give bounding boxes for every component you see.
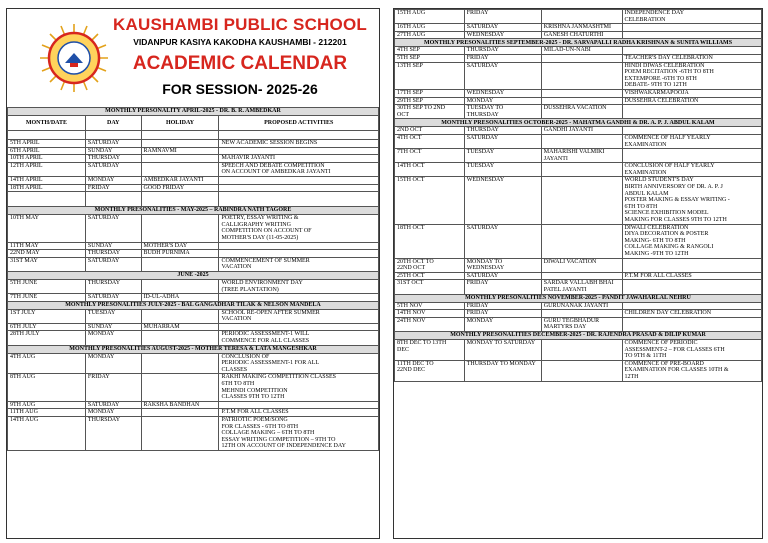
activity-cell: P.T.M FOR ALL CLASSES [622, 272, 761, 280]
date-cell: 31ST MAY [8, 257, 86, 271]
date-cell: 13TH SEP [395, 62, 465, 89]
holiday-cell [541, 134, 622, 148]
day-cell: TUESDAY TO THURSDAY [464, 105, 541, 119]
holiday-cell [141, 374, 219, 401]
table-row [395, 31, 762, 39]
activity-cell [622, 149, 761, 163]
section-header [8, 271, 379, 279]
date-cell: 20TH OCT TO 22ND OCT [395, 258, 465, 272]
section-header [395, 331, 762, 339]
date-cell: 4TH AUG [8, 353, 86, 374]
day-cell: SATURDAY [85, 140, 141, 148]
holiday-cell [541, 272, 622, 280]
holiday-cell: GURUNANAK JAYANTI [541, 302, 622, 310]
holiday-cell: RAKSHA BANDHAN [141, 401, 219, 409]
activity-cell [219, 294, 379, 302]
day-cell: FRIDAY [464, 10, 541, 24]
holiday-cell: GANESH CHATURTHI [541, 31, 622, 39]
activity-cell: WORLD STUDENT'S DAY BIRTH ANNIVERSORY OF DR. A. P. J ABDUL KALAM POSTER MAKING & ESSAY WRITING - 6TH TO 8TH SCIENCE EXHIBITION MODEL MAKING FOR CLASSES 9TH TO 12TH [622, 177, 761, 224]
activity-cell: CHILDREN DAY CELEBRATION [622, 310, 761, 318]
table-row [395, 149, 762, 163]
section-title: MONTHLY PRESONALITIES JULY-2025 - BAL GANGADHAR TILAK & NELSON MANDELA [8, 301, 379, 309]
day-cell: MONDAY [85, 353, 141, 374]
holiday-cell [541, 310, 622, 318]
date-cell: 5TH JUNE [8, 279, 86, 293]
school-name: KAUSHAMBI PUBLIC SCHOOL [113, 15, 367, 34]
table-row [395, 310, 762, 318]
table-row [395, 258, 762, 272]
table-row [8, 147, 379, 155]
day-cell: THURSDAY [464, 127, 541, 135]
day-cell: SATURDAY [85, 162, 141, 176]
date-cell: 5TH APRIL [8, 140, 86, 148]
column-header: PROPOSED ACTIVITIES [219, 116, 379, 131]
holiday-cell: ID-UL-ADHA [141, 294, 219, 302]
day-cell: MONDAY [464, 97, 541, 105]
session-label: FOR SESSION- 2025-26 [162, 81, 318, 97]
activity-cell [622, 47, 761, 55]
day-cell: FRIDAY [464, 280, 541, 294]
table-row [395, 127, 762, 135]
holiday-cell [541, 10, 622, 24]
activity-cell: PATRIOTIC POEM/SONG FOR CLASSES - 6TH TO 8TH COLLAGE MAKING – 6TH TO 8TH ESSAY WRITING COMPETITION – 9TH TO 12TH ON ACCOUNT OF INDEPENDENCE DAY [219, 417, 379, 451]
activity-cell: P.T.M FOR ALL CLASSES [219, 409, 379, 417]
day-cell: SATURDAY [464, 224, 541, 258]
section-title: MONTHLY PRESONALITIES SEPTEMBER-2025 - DR. SARVAPALLI RADHA KRISHNAN & SUNITA WILLIAMS [395, 39, 762, 47]
activity-cell: POETRY, ESSAY WRITING & CALLIGRAPHY WRITING COMPETITION ON ACCOUNT OF MOTHER'S DAY (11-05-2025) [219, 215, 379, 242]
table-row [395, 163, 762, 177]
day-cell: SUNDAY [85, 147, 141, 155]
date-cell: 28TH JULY [8, 331, 86, 345]
table-row [395, 89, 762, 97]
day-cell: SUNDAY [85, 242, 141, 250]
holiday-cell [541, 163, 622, 177]
section-title: MONTHLY PRESONALITIES NOVEMBER-2025 - PANDIT JAWAHARLAL NEHRU [395, 294, 762, 302]
holiday-cell: GANDHI JAYANTI [541, 127, 622, 135]
date-cell: 1ST JULY [8, 309, 86, 323]
day-cell: SATURDAY [464, 134, 541, 148]
holiday-cell: GOOD FRIDAY [141, 184, 219, 192]
table-row [8, 401, 379, 409]
day-cell: SUNDAY [85, 323, 141, 331]
section-header [8, 301, 379, 309]
date-cell: 4TH SEP [395, 47, 465, 55]
holiday-cell: MUHARRAM [141, 323, 219, 331]
day-cell: SATURDAY [85, 294, 141, 302]
table-row [395, 280, 762, 294]
date-cell: 6TH JULY [8, 323, 86, 331]
activity-cell [622, 280, 761, 294]
table-row [8, 257, 379, 271]
column-header: HOLIDAY [141, 116, 219, 131]
table-row [395, 24, 762, 32]
table-row [395, 97, 762, 105]
activity-cell [622, 24, 761, 32]
section-header [395, 294, 762, 302]
table-row [395, 10, 762, 24]
date-cell: 10TH APRIL [8, 155, 86, 163]
holiday-cell [541, 89, 622, 97]
section-header [395, 39, 762, 47]
table-row [395, 224, 762, 258]
date-cell: 18TH APRIL [8, 184, 86, 192]
date-cell: 17TH SEP [395, 89, 465, 97]
activity-cell [622, 302, 761, 310]
activity-cell [622, 105, 761, 119]
date-cell: 8TH DEC TO 13TH DEC [395, 339, 465, 360]
day-cell: SATURDAY [85, 257, 141, 271]
activity-cell: NEW ACADEMIC SESSION BEGINS [219, 140, 379, 148]
holiday-cell [541, 360, 622, 381]
table-row [8, 250, 379, 258]
holiday-cell [141, 309, 219, 323]
day-cell: THURSDAY [464, 47, 541, 55]
date-cell: 25TH OCT [395, 272, 465, 280]
day-cell: FRIDAY [85, 184, 141, 192]
section-header [8, 207, 379, 215]
activity-cell: INDEPENDENCE DAY CELEBRATION [622, 10, 761, 24]
calendar-title: ACADEMIC CALENDAR [132, 53, 348, 74]
day-cell: MONDAY [85, 176, 141, 184]
column-header: DAY [85, 116, 141, 131]
table-row [395, 177, 762, 224]
section-title: MONTHLY PRESONALITIES DECEMBER-2025 - DR. RAJENDRA PRASAD & DILIP KUMAR [395, 331, 762, 339]
holiday-cell [141, 417, 219, 451]
activity-cell: COMMENCE OF PERIODIC ASSESSMENT-2 – FOR CLASSES 6TH TO 9TH & 11TH [622, 339, 761, 360]
holiday-cell [141, 257, 219, 271]
table-row [8, 417, 379, 451]
table-row [395, 62, 762, 89]
day-cell: SATURDAY [464, 272, 541, 280]
table-row [8, 409, 379, 417]
date-cell: 11TH DEC TO 22ND DEC [395, 360, 465, 381]
date-cell: 30TH SEP TO 2ND OCT [395, 105, 465, 119]
date-cell: 16TH AUG [395, 24, 465, 32]
date-cell: 11TH MAY [8, 242, 86, 250]
holiday-cell [141, 353, 219, 374]
activity-cell [219, 242, 379, 250]
table-row [395, 302, 762, 310]
holiday-cell [541, 54, 622, 62]
table-row [8, 279, 379, 293]
holiday-cell [541, 177, 622, 224]
activity-cell: RAKHI MAKING COMPETITION CLASSES 6TH TO 8TH MEHNDI COMPETITION CLASSES 9TH TO 12TH [219, 374, 379, 401]
holiday-cell: MOTHER'S DAY [141, 242, 219, 250]
activity-cell: VISHWAKARMAPOOJA [622, 89, 761, 97]
date-cell: 29TH SEP [395, 97, 465, 105]
holiday-cell: DUSSEHRA VACATION [541, 105, 622, 119]
activity-cell: MAHAVIR JAYANTI [219, 155, 379, 163]
holiday-cell: KRISHNA JANMASHTMI [541, 24, 622, 32]
day-cell: FRIDAY [464, 54, 541, 62]
date-cell: 24TH NOV [395, 317, 465, 331]
spacer-row [8, 131, 379, 140]
activity-cell: COMMENCE OF PRE-BOARD EXAMINATION FOR CLASSES 10TH & 12TH [622, 360, 761, 381]
holiday-cell [541, 224, 622, 258]
table-row [8, 309, 379, 323]
day-cell: MONDAY TO WEDNESDAY [464, 258, 541, 272]
day-cell: THURSDAY [85, 155, 141, 163]
holiday-cell [141, 140, 219, 148]
activity-cell [622, 31, 761, 39]
day-cell: WEDNESDAY [464, 89, 541, 97]
day-cell: FRIDAY [85, 374, 141, 401]
table-row [395, 105, 762, 119]
table-row [395, 272, 762, 280]
date-cell: 14TH APRIL [8, 176, 86, 184]
holiday-cell [541, 339, 622, 360]
day-cell: SATURDAY [85, 215, 141, 242]
section-title: MONTHLY PRESONALITIES - MAY-2025 – RABINDRA NATH TAGORE [8, 207, 379, 215]
holiday-cell [541, 62, 622, 89]
activity-cell [622, 127, 761, 135]
table-row [8, 140, 379, 148]
date-cell: 6TH APRIL [8, 147, 86, 155]
day-cell: SATURDAY [464, 62, 541, 89]
activity-cell: WORLD ENVIRONMENT DAY (TREE PLANTATION) [219, 279, 379, 293]
date-cell: 10TH MAY [8, 215, 86, 242]
column-header: MONTH/DATE [8, 116, 86, 131]
day-cell: THURSDAY TO MONDAY [464, 360, 541, 381]
table-row [395, 317, 762, 331]
table-row [395, 47, 762, 55]
section-header [395, 119, 762, 127]
school-address: VIDANPUR KASIYA KAKODHA KAUSHAMBI - 212201 [133, 37, 347, 47]
activity-cell: PERIODIC ASSESSMENT-1 WILL COMMENCE FOR ALL CLASSES [219, 331, 379, 345]
holiday-cell: AMBEDKAR JAYANTI [141, 176, 219, 184]
day-cell: THURSDAY [85, 250, 141, 258]
holiday-cell: RAMNAVMI [141, 147, 219, 155]
table-row [8, 331, 379, 345]
table-row [8, 215, 379, 242]
table-row [8, 374, 379, 401]
section-title: MONTHLY PRESONALITIES OCTOBER-2025 - MAHATMA GANDHI & DR. A. P. J. ABDUL KALAM [395, 119, 762, 127]
day-cell: TUESDAY [464, 163, 541, 177]
table-row [8, 155, 379, 163]
school-logo-icon [39, 23, 109, 93]
school-header [7, 9, 379, 107]
holiday-cell: BUDH PURNIMA [141, 250, 219, 258]
holiday-cell [141, 162, 219, 176]
table-row [395, 339, 762, 360]
spacer-row [8, 192, 379, 207]
date-cell: 22ND MAY [8, 250, 86, 258]
activity-cell: SPEECH AND DEBATE COMPETITION ON ACCOUNT OF AMBEDKAR JAYANTI [219, 162, 379, 176]
section-header [8, 345, 379, 353]
left-calendar-table [7, 107, 379, 451]
day-cell: WEDNESDAY [464, 31, 541, 39]
table-row [8, 323, 379, 331]
table-row [8, 176, 379, 184]
table-row [8, 162, 379, 176]
activity-cell [622, 258, 761, 272]
table-row [395, 134, 762, 148]
day-cell: MONDAY [85, 331, 141, 345]
day-cell: MONDAY [85, 409, 141, 417]
date-cell: 15TH OCT [395, 177, 465, 224]
calendar-page-right [393, 8, 763, 539]
holiday-cell: GURU TEGBHADUR MARTYRS DAY [541, 317, 622, 331]
day-cell: SATURDAY [464, 24, 541, 32]
day-cell: TUESDAY [464, 149, 541, 163]
activity-cell [622, 317, 761, 331]
holiday-cell: SARDAR VALLABH BHAI PATEL JAYANTI [541, 280, 622, 294]
date-cell: 2ND OCT [395, 127, 465, 135]
holiday-cell: MAHARISHI VALMIKI JAYANTI [541, 149, 622, 163]
activity-cell: DUSSEHRA CELEBRATION [622, 97, 761, 105]
activity-cell [219, 250, 379, 258]
table-row [395, 54, 762, 62]
activity-cell [219, 176, 379, 184]
activity-cell: SCHOOL RE-OPEN AFTER SUMMER VACATION [219, 309, 379, 323]
day-cell: WEDNESDAY [464, 177, 541, 224]
activity-cell [219, 401, 379, 409]
day-cell: FRIDAY [464, 310, 541, 318]
activity-cell: COMMENCE OF HALF YEARLY EXAMINATION [622, 134, 761, 148]
table-row [8, 184, 379, 192]
activity-cell [219, 147, 379, 155]
date-cell: 8TH AUG [8, 374, 86, 401]
day-cell: TUESDAY [85, 309, 141, 323]
day-cell: MONDAY [464, 317, 541, 331]
date-cell: 4TH OCT [395, 134, 465, 148]
section-title: MONTHLY PERSONALITY APRIL-2025 - DR. B. R. AMBEDKAR [8, 108, 379, 116]
day-cell: FRIDAY [464, 302, 541, 310]
date-cell: 11TH AUG [8, 409, 86, 417]
activity-cell: CONCLUSION OF PERIODIC ASSESSMENT-1 FOR ALL CLASSES [219, 353, 379, 374]
holiday-cell [141, 279, 219, 293]
activity-cell: DIWALI CELEBRATION DIYA DECORATION & POSTER MAKING- 6TH TO 8TH COLLAGE MAKING & RANGOLI MAKING -9TH TO 12TH [622, 224, 761, 258]
activity-cell: TEACHER'S DAY CELEBRATION [622, 54, 761, 62]
day-cell: SATURDAY [85, 401, 141, 409]
right-calendar-table [394, 9, 762, 382]
holiday-cell [141, 155, 219, 163]
date-cell: 14TH AUG [8, 417, 86, 451]
date-cell: 14TH OCT [395, 163, 465, 177]
table-row [8, 294, 379, 302]
date-cell: 14TH NOV [395, 310, 465, 318]
date-cell: 18TH OCT [395, 224, 465, 258]
date-cell: 9TH AUG [8, 401, 86, 409]
holiday-cell [141, 331, 219, 345]
holiday-cell: DIWALI VACATION [541, 258, 622, 272]
table-row [8, 353, 379, 374]
holiday-cell [141, 409, 219, 417]
holiday-cell [141, 215, 219, 242]
table-row [395, 360, 762, 381]
date-cell: 5TH SEP [395, 54, 465, 62]
activity-cell [219, 184, 379, 192]
date-cell: 31ST OCT [395, 280, 465, 294]
activity-cell: COMMENCEMENT OF SUMMER VACATION [219, 257, 379, 271]
day-cell: THURSDAY [85, 417, 141, 451]
date-cell: 5TH NOV [395, 302, 465, 310]
activity-cell: CONCLUSION OF HALF YEARLY EXAMINATION [622, 163, 761, 177]
day-cell: MONDAY TO SATURDAY [464, 339, 541, 360]
date-cell: 7TH JUNE [8, 294, 86, 302]
section-header [8, 108, 379, 116]
column-header-row [8, 116, 379, 131]
date-cell: 27TH AUG [395, 31, 465, 39]
holiday-cell: MILAD-UN-NABI [541, 47, 622, 55]
date-cell: 15TH AUG [395, 10, 465, 24]
date-cell: 12TH APRIL [8, 162, 86, 176]
calendar-page-left [6, 8, 380, 539]
day-cell: THURSDAY [85, 279, 141, 293]
table-row [8, 242, 379, 250]
section-title: JUNE -2025 [8, 271, 379, 279]
date-cell: 7TH OCT [395, 149, 465, 163]
section-title: MONTHLY PRESONALITIES AUGUST-2025 - MOTHER TERESA & LATA MANGESHKAR [8, 345, 379, 353]
holiday-cell [541, 97, 622, 105]
activity-cell: HINDI DIWAS CELEBRATION POEM RECITATION -6TH TO 8TH EXTEMPORE -6TH TO 8TH DEBATE- 9TH TO 12TH [622, 62, 761, 89]
activity-cell [219, 323, 379, 331]
